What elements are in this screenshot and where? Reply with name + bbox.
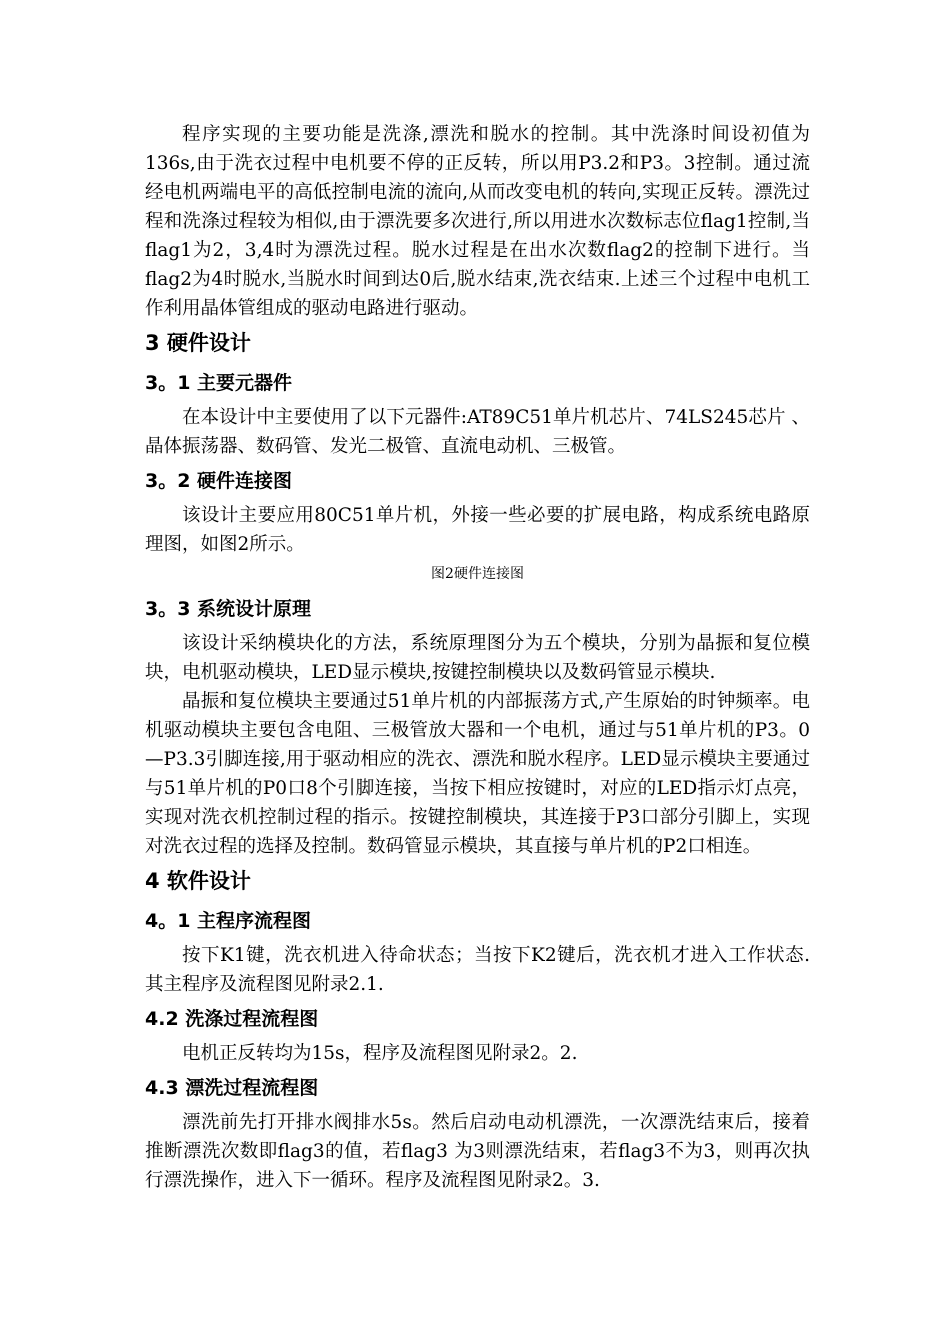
section-4-3-heading: 4.3 漂洗过程流程图: [145, 1077, 319, 1099]
section-4-1-heading: 4。1 主程序流程图: [145, 910, 312, 932]
section-3-1-heading: 3。1 主要元器件: [145, 372, 293, 394]
section-4-2-heading: 4.2 洗涤过程流程图: [145, 1008, 319, 1030]
section-3-2-heading: 3。2 硬件连接图: [145, 470, 293, 492]
intro-paragraph: 程序实现的主要功能是洗涤,漂洗和脱水的控制。其中洗涤时间设初值为136s,由于洗衣过程中电机要不停的正反转，所以用P3.2和P3。3控制。通过流经电机两端电平的高低控制电流的流向,从而改变电机的转向,实现正反转。漂洗过程和洗涤过程较为相似,由于漂洗要多次进行,所以用进水次数标志位flag1控制,当flag1为2，3,4时为漂洗过程。脱水过程是在出水次数flag2的控制下进行。当flag2为4时脱水,当脱水时间到达0后,脱水结束,洗衣结束.上述三个过程中电机工作利用晶体管组成的驱动电路进行驱动。: [145, 124, 810, 319]
section-3-1-paragraph: 在本设计中主要使用了以下元器件:AT89C51单片机芯片、74LS245芯片 、晶体振荡器、数码管、发光二极管、直流电动机、三极管。: [145, 407, 810, 457]
section-4-1-paragraph: 按下K1键，洗衣机进入待命状态；当按下K2键后，洗衣机才进入工作状态. 其主程序及流程图见附录2.1.: [145, 945, 810, 995]
document-page: [145, 120, 810, 1195]
section-3-3-heading: 3。3 系统设计原理: [145, 598, 312, 620]
section-4-3-paragraph: 漂洗前先打开排水阀排水5s。然后启动电动机漂洗，一次漂洗结束后，接着推断漂洗次数即flag3的值，若flag3 为3则漂洗结束，若flag3不为3，则再次执行漂洗操作，进入下一循环。程序及流程图见附录2。3.: [145, 1112, 810, 1191]
section-3-3-paragraph-1: 该设计采纳模块化的方法，系统原理图分为五个模块，分别为晶振和复位模块，电机驱动模块，LED显示模块,按键控制模块以及数码管显示模块.: [145, 633, 810, 683]
section-3-heading: 3 硬件设计: [145, 331, 251, 355]
section-3-3-paragraph-2: 晶振和复位模块主要通过51单片机的内部振荡方式,产生原始的时钟频率。电机驱动模块主要包含电阻、三极管放大器和一个电机，通过与51单片机的P3。0—P3.3引脚连接,用于驱动相应的洗衣、漂洗和脱水程序。LED显示模块主要通过与51单片机的P0口8个引脚连接，当按下相应按键时，对应的LED指示灯点亮，实现对洗衣机控制过程的指示。按键控制模块，其连接于P3口部分引脚上，实现对洗衣过程的选择及控制。数码管显示模块，其直接与单片机的P2口相连。: [145, 691, 810, 857]
figure-caption: 图2硬件连接图: [431, 566, 524, 582]
section-4-heading: 4 软件设计: [145, 869, 251, 893]
section-4-2-paragraph: 电机正反转均为15s，程序及流程图见附录2。2.: [182, 1043, 578, 1064]
section-3-2-paragraph: 该设计主要应用80C51单片机，外接一些必要的扩展电路，构成系统电路原理图，如图2所示。: [145, 505, 810, 555]
